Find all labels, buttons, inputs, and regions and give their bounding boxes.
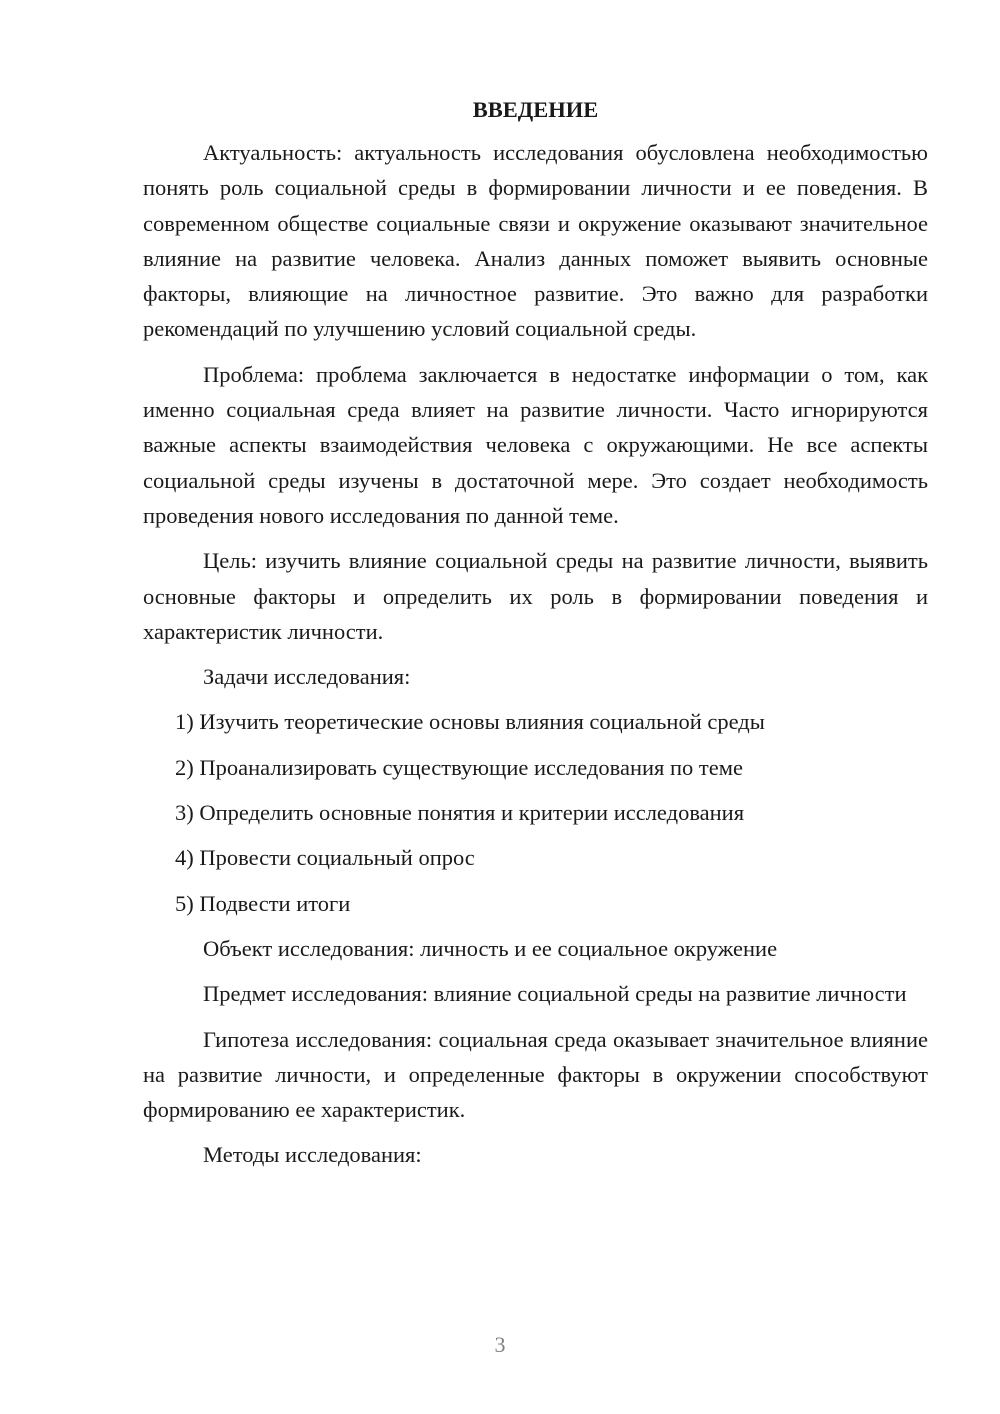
document-page xyxy=(143,92,928,1183)
task-item: 1) Изучить теоретические основы влияния социальной среды xyxy=(175,709,765,735)
methods-paragraph: Методы исследования: xyxy=(203,1142,422,1168)
task-item: 5) Подвести итоги xyxy=(175,890,351,916)
document-title: ВВЕДЕНИЕ xyxy=(472,97,599,122)
goal-paragraph: Цель: изучить влияние социальной среды на развитие личности, выявить основные факторы и определить их роль в формировании поведения и характеристик личности. xyxy=(143,548,928,644)
page-number: 3 xyxy=(494,1332,506,1357)
relevance-paragraph: Актуальность: актуальность исследования обусловлена необходимостью понять роль социальной среды в формировании личности и ее поведения. В современном обществе социальные связи и окружение оказывают значительное влияние на развитие человека. Анализ данных поможет выявить основные факторы, влияющие на личностное развитие. Это важно для разработки рекомендаций по улучшению условий социальной среды. xyxy=(143,140,928,342)
object-paragraph: Объект исследования: личность и ее социальное окружение xyxy=(203,935,778,961)
hypothesis-paragraph: Гипотеза исследования: социальная среда оказывает значительное влияние на развитие личности, и определенные факторы в окружении способствуют формированию ее характеристик. xyxy=(143,1026,928,1123)
task-list xyxy=(143,704,928,920)
task-item: 2) Проанализировать существующие исследования по теме xyxy=(175,754,743,780)
task-item: 3) Определить основные понятия и критерии исследования xyxy=(175,800,745,826)
problem-paragraph: Проблема: проблема заключается в недостатке информации о том, как именно социальная среда влияет на развитие личности. Часто игнорируются важные аспекты взаимодействия человека с окружающими. Не все аспекты социальной среды изучены в достаточной мере. Это создает необходимость проведения нового исследования по данной теме. xyxy=(143,361,928,528)
subject-paragraph: Предмет исследования: влияние социальной среды на развитие личности xyxy=(203,981,907,1007)
tasks-heading: Задачи исследования: xyxy=(203,664,411,690)
task-item: 4) Провести социальный опрос xyxy=(175,845,475,871)
